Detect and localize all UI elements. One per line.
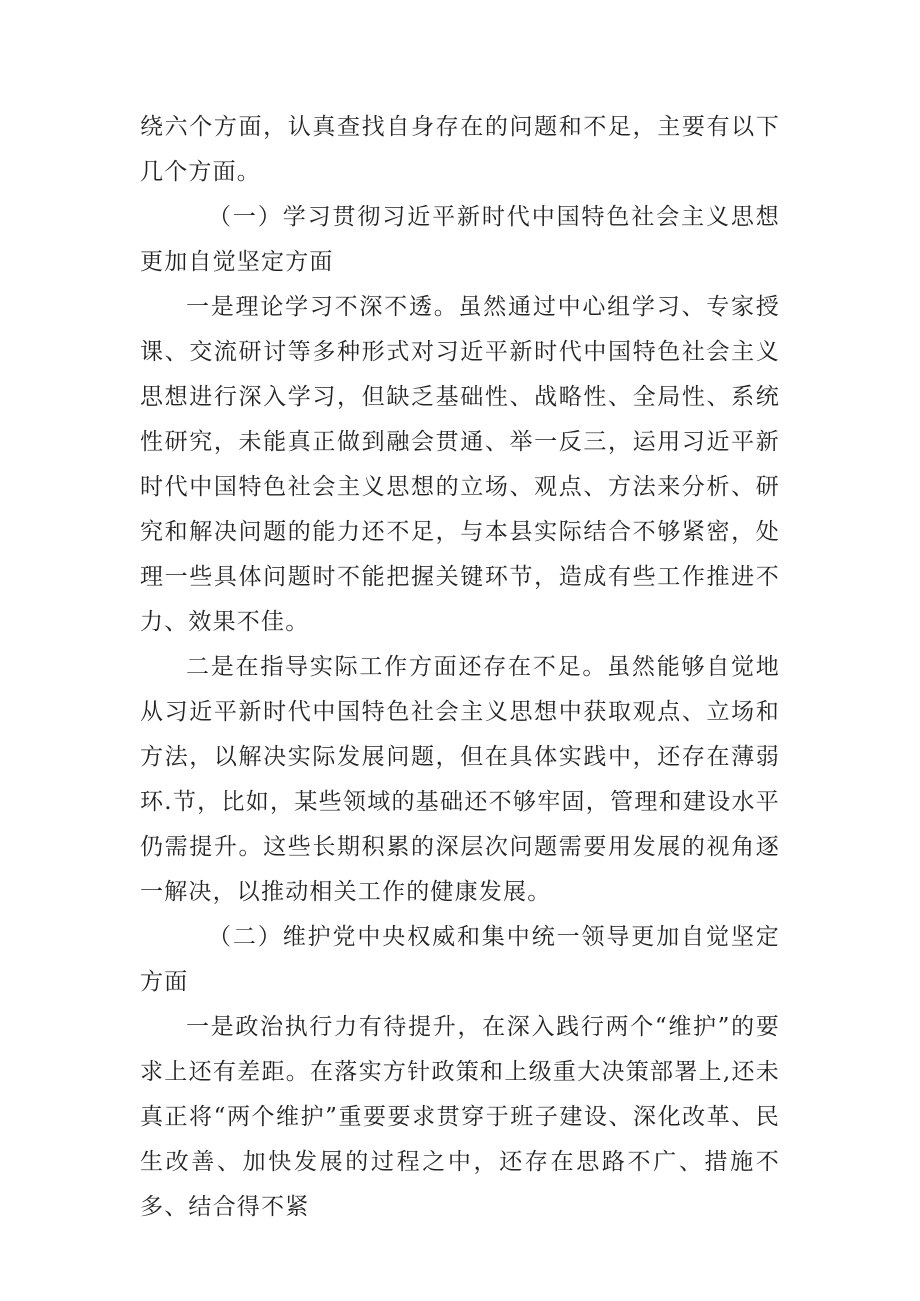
paragraph-intro-continuation: 绕六个方面，认真查找自身存在的问题和不足，主要有以下几个方面。 (140, 114, 780, 185)
paragraph-theory-study: 一是理论学习不深不透。虽然通过中心组学习、专家授课、交流研讨等多种形式对习近平新时代中国特色社会主义思想进行深入学习，但缺乏基础性、战略性、全局性、系统性研究，未能真正做到融会贯通、举一反三，运用习近平新时代中国特色社会主义思想的立场、观点、方法来分析、研究和解决问题的能力还不足，与本县实际结合不够紧密，处理一些具体问题时不能把握关键环节，造成有些工作推进不力、效果不佳。 (140, 294, 780, 635)
section-heading-1: （一）学习贯彻习近平新时代中国特色社会主义思想更加自觉坚定方面 (140, 204, 780, 275)
document-body (140, 105, 780, 1230)
paragraph-political-execution: 一是政治执行力有待提升，在深入践行两个“维护”的要求上还有差距。在落实方针政策和上级重大决策部署上,还未真正将“两个维护”重要要求贯穿于班子建设、深化改革、民生改善、加快发展的过程之中，还存在思路不广、措施不多、结合得不紧 (140, 1014, 780, 1220)
paragraph-practical-guidance: 二是在指导实际工作方面还存在不足。虽然能够自觉地从习近平新时代中国特色社会主义思想中获取观点、立场和方法，以解决实际发展问题，但在具体实践中，还存在薄弱环.节，比如，某些领域的基础还不够牢固，管理和建设水平仍需提升。这些长期积累的深层次问题需要用发展的视角逐一解决，以推动相关工作的健康发展。 (140, 654, 780, 905)
section-heading-2: （二）维护党中央权威和集中统一领导更加自觉坚定方面 (140, 924, 780, 995)
